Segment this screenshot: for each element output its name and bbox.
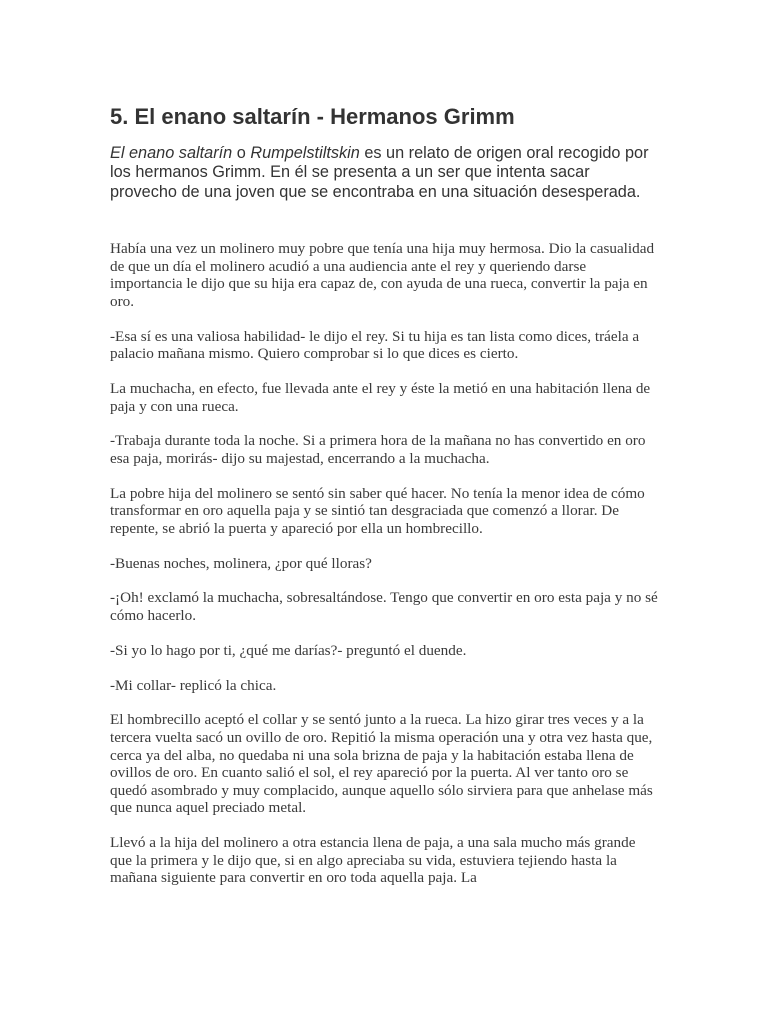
story-paragraph: -Mi collar- replicó la chica. [110,676,277,694]
story-paragraph: La muchacha, en efecto, fue llevada ante el rey y éste la metió en una habitación llena de paja y con una rueca. [110,379,651,415]
story-paragraph: Había una vez un molinero muy pobre que tenía una hija muy hermosa. Dio la casualidad de que un día el molinero acudió a una audiencia ante el rey y queriendo darse importancia le dijo que su hija era capaz de, con ayuda de una rueca, convertir la paja en oro. [110,240,655,310]
story-paragraph: -Esa sí es una valiosa habilidad- le dijo el rey. Si tu hija es tan lista como dices, tráela a palacio mañana mismo. Quiero comprobar si lo que dices es cierto. [110,327,640,363]
story-paragraph: -Si yo lo hago por ti, ¿qué me darías?- preguntó el duende. [110,641,467,659]
story-paragraph: El hombrecillo aceptó el collar y se sentó junto a la rueca. La hizo girar tres veces y a la tercera vuelta sacó un ovillo de oro. Repitió la misma operación una y otra vez hasta que, cerca ya del alba, no quedaba ni una sola brizna de paja y la habitación estaba llena de ovillos de oro. En cuanto salió el sol, el rey apareció por la puerta. Al ver tanto oro se quedó asombrado y muy complacido, aunque aquello sólo sirviera para que anhelase más que nunca aquel preciado metal. [110,711,653,817]
intro-italic-title-2: Rumpelstiltskin [250,144,360,162]
story-paragraph: -Buenas noches, molinera, ¿por qué lloras? [110,554,372,572]
story-paragraph: -Trabaja durante toda la noche. Si a primera hora de la mañana no has convertido en oro esa paja, morirás- dijo su majestad, encerrando a la muchacha. [110,432,646,467]
intro-paragraph [110,144,658,202]
intro-connector: o [232,144,251,162]
page-title: 5. El enano saltarín - Hermanos Grimm [110,104,515,129]
story-paragraph: Llevó a la hija del molinero a otra estancia llena de paja, a una sala mucho más grande que la primera y le dijo que, si en algo apreciaba su vida, estuviera tejiendo hasta la mañana siguiente para convertir en oro toda aquella paja. La [110,834,636,887]
intro-italic-title-1: El enano saltarín [110,144,233,162]
intro-text: es un relato de origen oral recogido por los hermanos Grimm. En él se presenta a un ser que intenta sacar provecho de una joven que se encontraba en una situación desesperada. [110,144,649,201]
story-body [110,240,658,904]
story-paragraph: -¡Oh! exclamó la muchacha, sobresaltándose. Tengo que convertir en oro esta paja y no sé cómo hacerlo. [110,589,658,625]
story-paragraph: La pobre hija del molinero se sentó sin saber qué hacer. No tenía la menor idea de cómo transformar en oro aquella paja y se sintió tan desgraciada que comenzó a llorar. De repente, se abrió la puerta y apareció por ella un hombrecillo. [110,484,645,537]
